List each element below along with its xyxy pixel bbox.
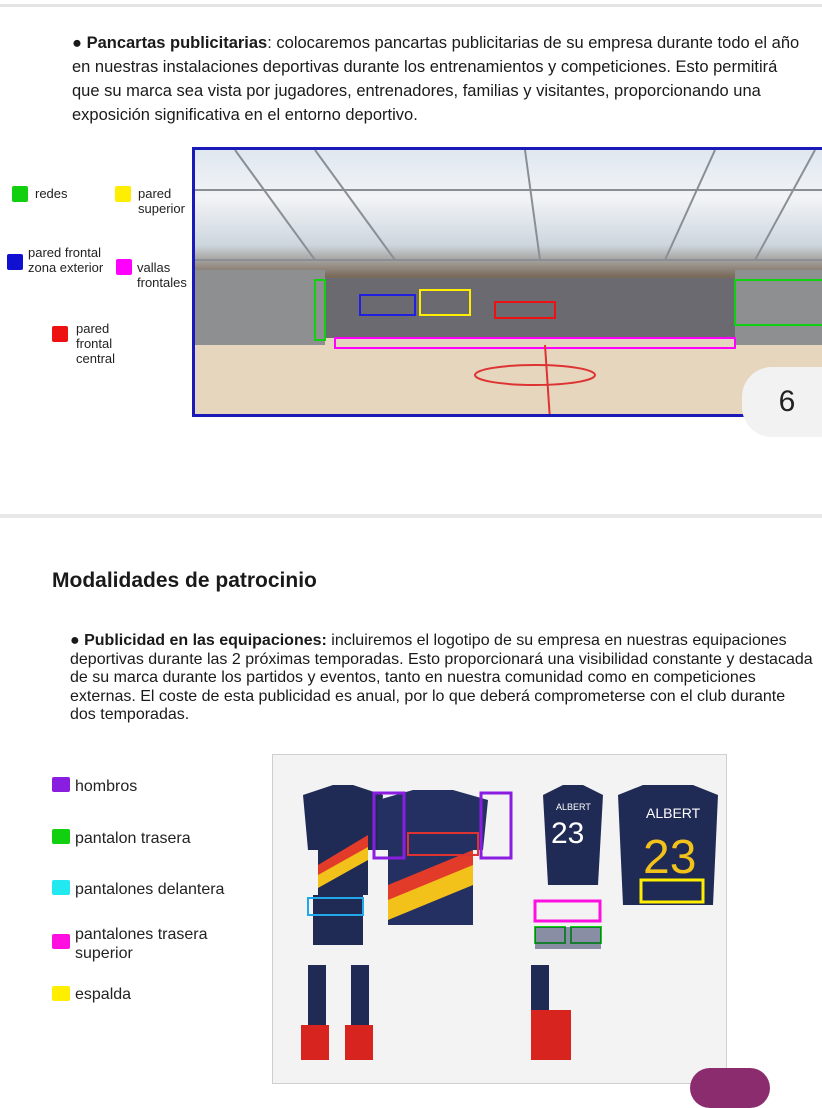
legend-label-vallas-frontales: vallas frontales — [137, 260, 187, 290]
kit-mockup — [272, 754, 727, 1084]
legend-swatch-pantalones-delantera — [52, 880, 70, 895]
legend-swatch-hombros — [52, 777, 70, 792]
kit-illustration — [273, 755, 727, 1084]
legend-swatch-pared-superior — [115, 186, 131, 202]
sponsorship-title-wrap — [52, 569, 317, 593]
banners-heading: Pancartas publicitarias — [86, 34, 268, 52]
legend-swatch-redes — [12, 186, 28, 202]
legend-swatch-pantalon-trasera — [52, 829, 70, 844]
legend-label-pared-frontal-central: pared frontal central — [76, 321, 116, 366]
legend-swatch-pantalones-trasera-superior — [52, 934, 70, 949]
banners-paragraph — [72, 31, 807, 127]
legend-swatch-pared-frontal-central — [52, 326, 68, 342]
kit-name-small: ALBERT — [556, 802, 591, 812]
sports-hall-photo — [192, 147, 822, 417]
legend-swatch-pared-frontal-exterior — [7, 254, 23, 270]
sponsorship-title: Modalidades de patrocinio — [52, 569, 317, 592]
legend-label-pared-superior: pared superior — [138, 186, 185, 216]
page-number: 6 — [778, 385, 796, 418]
legend-label-pantalones-trasera-superior: pantalones trasera superior — [75, 926, 208, 962]
sports-hall-illustration — [195, 150, 822, 417]
legend-label-pared-frontal-exterior: pared frontal zona exterior — [28, 245, 104, 275]
section-divider — [0, 514, 822, 518]
top-divider — [0, 4, 822, 7]
kit-name-large: ALBERT — [646, 805, 701, 821]
page-number-badge — [742, 367, 822, 437]
kit-number-small: 23 — [551, 817, 585, 850]
corner-decoration — [690, 1068, 770, 1108]
bullet: ● — [70, 632, 85, 649]
legend-swatch-vallas-frontales — [116, 259, 132, 275]
kit-number-large: 23 — [643, 831, 697, 884]
banners-text: : colocaremos pancartas publicitarias de su empresa durante todo el año en nuestras instalaciones deportivas durante los entrenamientos y competiciones. Esto permitirá que su marca sea vista por jugadores, entrenadores, familias y visitantes, proporcionando una exposición significativa en el entorno deportivo. — [72, 34, 800, 124]
bullet: ● — [72, 34, 87, 52]
kit-heading: Publicidad en las equipaciones: — [84, 632, 327, 649]
legend-label-espalda: espalda — [75, 986, 132, 1003]
kit-text: incluiremos el logotipo de su empresa en nuestras equipaciones deportivas durante las 2 próximas temporadas. Esto proporcionará una visibilidad constante y destacada de su marca durante los partidos y eventos, tanto en nuestra comunidad como en competiciones externas. El coste de esta publicidad es anual, por lo que deberá comprometerse con el club durante dos temporadas. — [70, 632, 813, 723]
legend-swatch-espalda — [52, 986, 70, 1001]
kit-paragraph — [70, 632, 815, 725]
legend-label-pantalon-trasera: pantalon trasera — [75, 830, 191, 847]
legend-label-hombros: hombros — [75, 778, 138, 795]
legend-label-redes: redes — [35, 186, 68, 201]
legend-label-pantalones-delantera: pantalones delantera — [75, 881, 225, 898]
